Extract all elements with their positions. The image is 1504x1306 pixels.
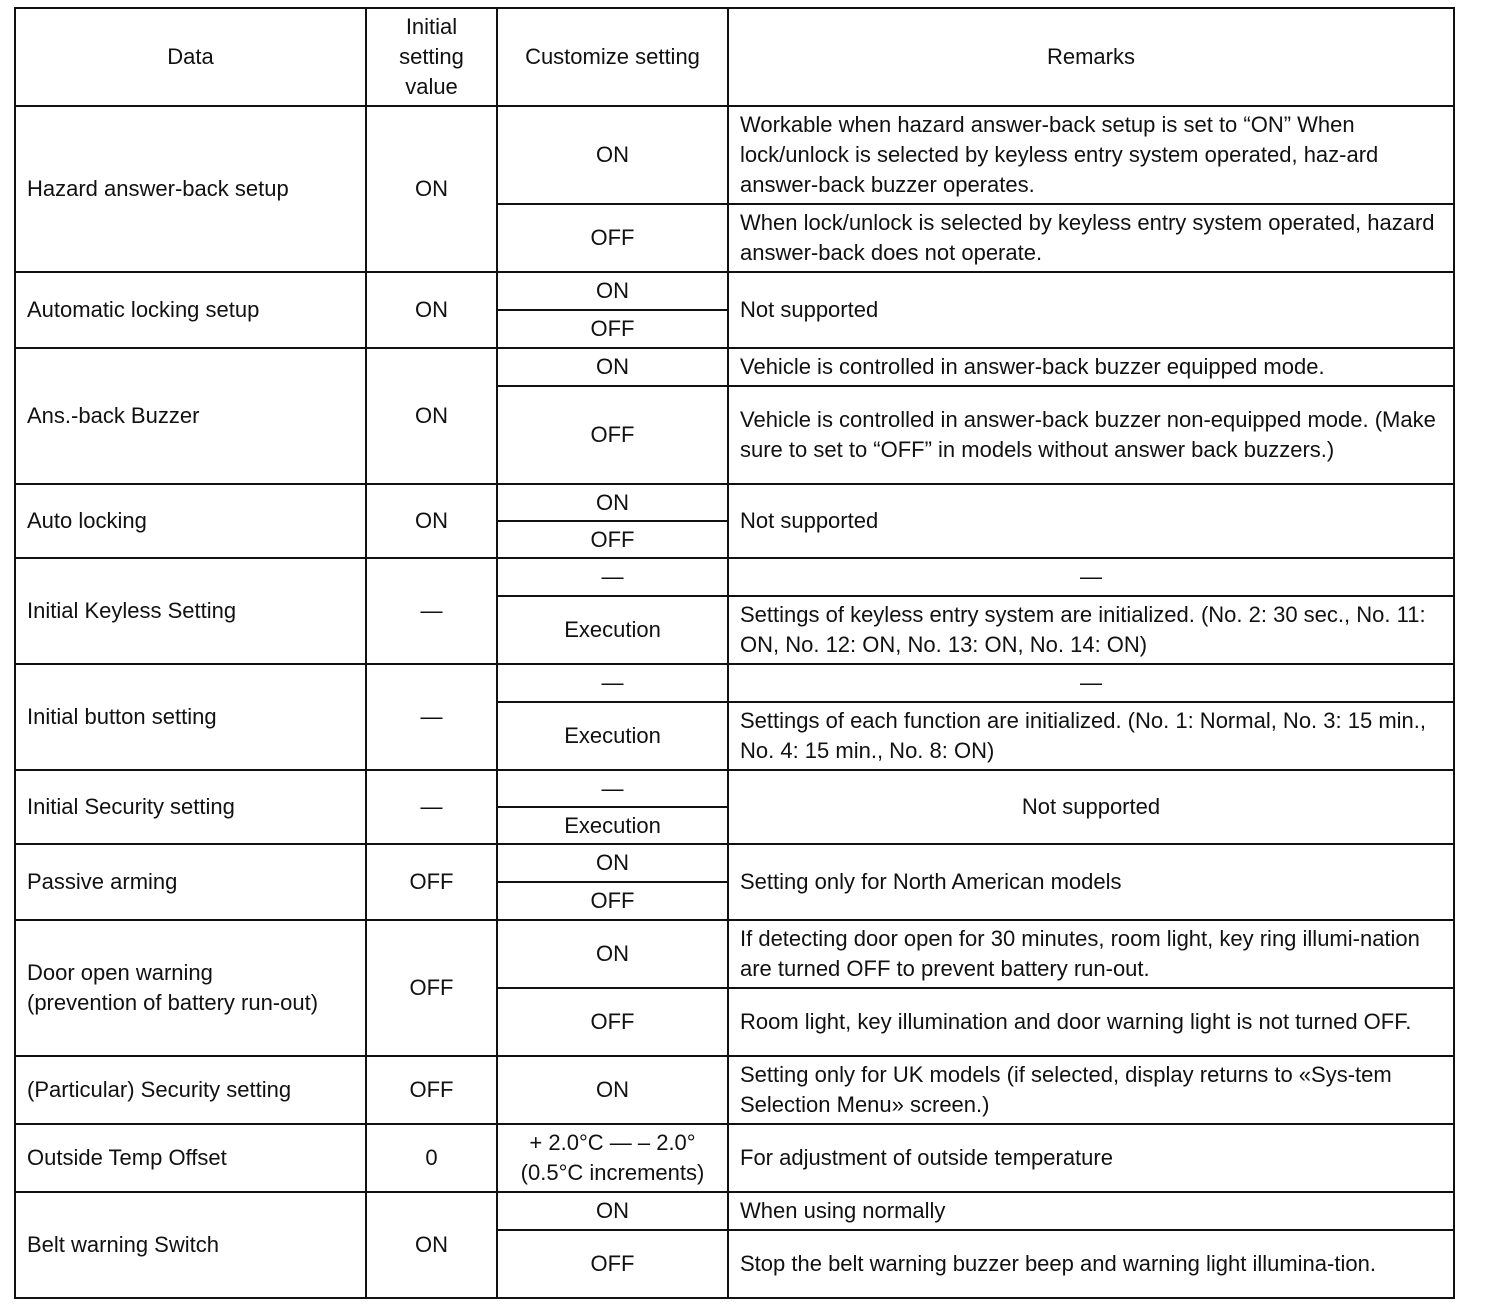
remark: Settings of keyless entry system are initialized. (No. 2: 30 sec., No. 11: ON, No. 12: ON, No. 13: ON, No. 14: ON) — [728, 596, 1454, 664]
custom-option: OFF — [497, 882, 728, 920]
table-row — [15, 1056, 1454, 1124]
remark: Stop the belt warning buzzer beep and warning light illumina-tion. — [728, 1230, 1454, 1298]
remark: Workable when hazard answer-back setup is set to “ON” When lock/unlock is selected by keyless entry system operated, haz-ard answer-back buzzer operates. — [728, 106, 1454, 204]
custom-option: OFF — [497, 1230, 728, 1298]
custom-option — [497, 1124, 728, 1192]
settings-table — [14, 7, 1455, 1299]
remark: When lock/unlock is selected by keyless entry system operated, hazard answer-back does not operate. — [728, 204, 1454, 272]
custom-option: OFF — [497, 521, 728, 558]
table-row — [15, 770, 1454, 807]
row-name: Initial Security setting — [15, 770, 366, 844]
custom-option: ON — [497, 1056, 728, 1124]
row-name-line: (prevention of battery run-out) — [27, 990, 319, 1015]
row-name: Ans.-back Buzzer — [15, 348, 366, 484]
remark: Not supported — [728, 484, 1454, 558]
custom-option: Execution — [497, 596, 728, 664]
row-name: Belt warning Switch — [15, 1192, 366, 1298]
custom-option: OFF — [497, 310, 728, 348]
table-row — [15, 558, 1454, 596]
custom-option: — — [497, 664, 728, 702]
row-initial: OFF — [366, 920, 497, 1056]
custom-option: ON — [497, 1192, 728, 1230]
remark: Not supported — [728, 272, 1454, 348]
row-name-line: Door open warning — [27, 960, 213, 985]
row-name: Initial button setting — [15, 664, 366, 770]
remark: When using normally — [728, 1192, 1454, 1230]
row-initial: ON — [366, 106, 497, 272]
header-row — [15, 8, 1454, 106]
table-row — [15, 484, 1454, 521]
header-initial — [366, 8, 497, 106]
row-name: (Particular) Security setting — [15, 1056, 366, 1124]
remark: Vehicle is controlled in answer-back buzzer non-equipped mode. (Make sure to set to “OFF” in models without answer back buzzers.) — [728, 386, 1454, 484]
remark: Settings of each function are initialized. (No. 1: Normal, No. 3: 15 min., No. 4: 15 min., No. 8: ON) — [728, 702, 1454, 770]
custom-option: ON — [497, 272, 728, 310]
row-name: Initial Keyless Setting — [15, 558, 366, 664]
custom-option: OFF — [497, 204, 728, 272]
table-row — [15, 1124, 1454, 1192]
row-initial: — — [366, 664, 497, 770]
custom-option: Execution — [497, 702, 728, 770]
remark: Setting only for UK models (if selected, display returns to «Sys-tem Selection Menu» screen.) — [728, 1056, 1454, 1124]
custom-option: ON — [497, 920, 728, 988]
table-row — [15, 106, 1454, 204]
row-initial: — — [366, 770, 497, 844]
custom-option: ON — [497, 348, 728, 386]
header-initial-line: value — [405, 74, 458, 99]
header-custom: Customize setting — [497, 8, 728, 106]
table-row — [15, 844, 1454, 882]
header-data: Data — [15, 8, 366, 106]
row-initial: OFF — [366, 1056, 497, 1124]
remark: Vehicle is controlled in answer-back buzzer equipped mode. — [728, 348, 1454, 386]
remark: If detecting door open for 30 minutes, room light, key ring illumi-nation are turned OFF to prevent battery run-out. — [728, 920, 1454, 988]
table-row — [15, 1192, 1454, 1230]
row-name: Automatic locking setup — [15, 272, 366, 348]
table-row — [15, 272, 1454, 310]
table-row — [15, 348, 1454, 386]
row-initial: ON — [366, 348, 497, 484]
table-row — [15, 920, 1454, 988]
header-initial-line: setting — [399, 44, 464, 69]
header-remarks: Remarks — [728, 8, 1454, 106]
custom-option: OFF — [497, 386, 728, 484]
custom-option: ON — [497, 844, 728, 882]
custom-option: ON — [497, 484, 728, 521]
custom-option-line: + 2.0°C — – 2.0° — [529, 1130, 696, 1155]
custom-option: — — [497, 558, 728, 596]
row-name: Outside Temp Offset — [15, 1124, 366, 1192]
row-name: Hazard answer-back setup — [15, 106, 366, 272]
remark: — — [728, 664, 1454, 702]
header-initial-line: Initial — [405, 14, 458, 39]
table-row — [15, 664, 1454, 702]
row-initial: OFF — [366, 844, 497, 920]
custom-option: OFF — [497, 988, 728, 1056]
row-name — [15, 920, 366, 1056]
row-initial: — — [366, 558, 497, 664]
row-initial: ON — [366, 272, 497, 348]
remark: Setting only for North American models — [728, 844, 1454, 920]
row-initial: 0 — [366, 1124, 497, 1192]
custom-option-line: (0.5°C increments) — [520, 1160, 705, 1185]
custom-option: Execution — [497, 807, 728, 844]
remark: Not supported — [728, 770, 1454, 844]
row-name: Auto locking — [15, 484, 366, 558]
remark: — — [728, 558, 1454, 596]
row-initial: ON — [366, 484, 497, 558]
custom-option: — — [497, 770, 728, 807]
remark: For adjustment of outside temperature — [728, 1124, 1454, 1192]
custom-option: ON — [497, 106, 728, 204]
remark: Room light, key illumination and door warning light is not turned OFF. — [728, 988, 1454, 1056]
row-initial: ON — [366, 1192, 497, 1298]
row-name: Passive arming — [15, 844, 366, 920]
